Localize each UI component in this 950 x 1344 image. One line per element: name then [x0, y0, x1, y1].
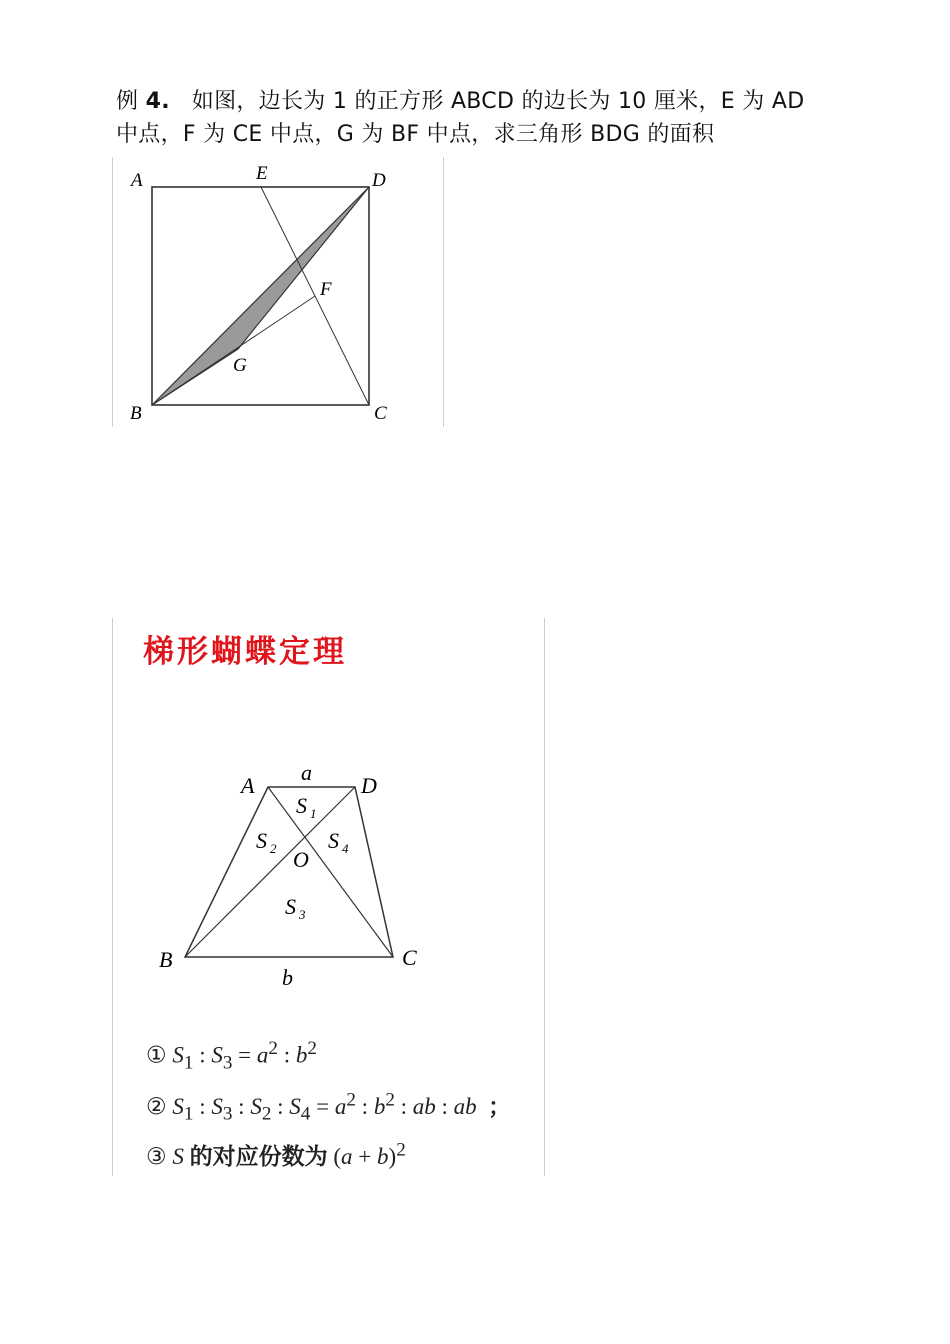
label-s4-sub: 4	[342, 841, 349, 856]
label-f: F	[320, 279, 332, 300]
label-c: C	[374, 403, 387, 424]
square-figure	[112, 157, 444, 427]
square-diagram	[113, 157, 443, 427]
formula-1-marker: ①	[146, 1042, 167, 1069]
label-b-vertex: B	[159, 947, 173, 972]
segment-bf	[152, 296, 315, 405]
theorem-title: 梯形蝴蝶定理	[143, 634, 347, 670]
triangle-bdg-shaded	[152, 187, 369, 405]
formula-3: ③ S 的对应份数为 $(a + b)^2$	[146, 1139, 406, 1170]
formula-3-text: 的对应份数为	[189, 1144, 328, 1170]
label-s1-sub: 1	[310, 806, 317, 821]
problem-statement	[116, 85, 856, 151]
label-g: G	[233, 355, 247, 376]
label-e: E	[256, 163, 268, 184]
formula-3-marker: ③	[146, 1144, 167, 1170]
example-prefix: 例	[116, 89, 139, 114]
label-s2-sub: 2	[270, 841, 277, 856]
formula-2: ② $S_1$ : $S_3$ : $S_2$ : $S_4 = a^2$ : $b^2$ : ab : ab ；	[146, 1089, 512, 1125]
label-a: A	[131, 170, 143, 191]
formula-1: ① $S_1$ : $S_3 = a^2$ : $b^2$	[146, 1038, 317, 1074]
formula-2-tail: ；	[488, 1094, 512, 1120]
label-s2: S	[256, 828, 267, 853]
problem-text-line-1: 如图，边长为 1 的正方形 ABCD 的边长为 10 厘米，E 为 AD	[191, 89, 805, 114]
label-o: O	[293, 847, 309, 872]
trapezoid-diagram	[113, 618, 544, 1018]
label-d-vertex: D	[361, 773, 377, 798]
label-a-small: a	[301, 760, 312, 785]
label-s3: S	[285, 894, 296, 919]
label-s4: S	[328, 828, 339, 853]
label-c-vertex: C	[402, 945, 417, 970]
problem-line-1	[116, 85, 856, 118]
label-b: B	[130, 403, 142, 424]
label-s3-sub: 3	[299, 907, 306, 922]
problem-text-line-2: 中点，F 为 CE 中点，G 为 BF 中点，求三角形 BDG 的面积	[116, 122, 715, 147]
example-number: 4.	[145, 89, 170, 114]
label-s1: S	[296, 793, 307, 818]
diagonal-bd	[185, 787, 355, 957]
label-a-vertex: A	[241, 773, 255, 798]
trapezoid-outline	[185, 787, 393, 957]
theorem-card	[112, 618, 545, 1176]
label-b-small: b	[282, 965, 293, 990]
label-d: D	[372, 170, 386, 191]
formula-2-marker: ②	[146, 1094, 167, 1120]
